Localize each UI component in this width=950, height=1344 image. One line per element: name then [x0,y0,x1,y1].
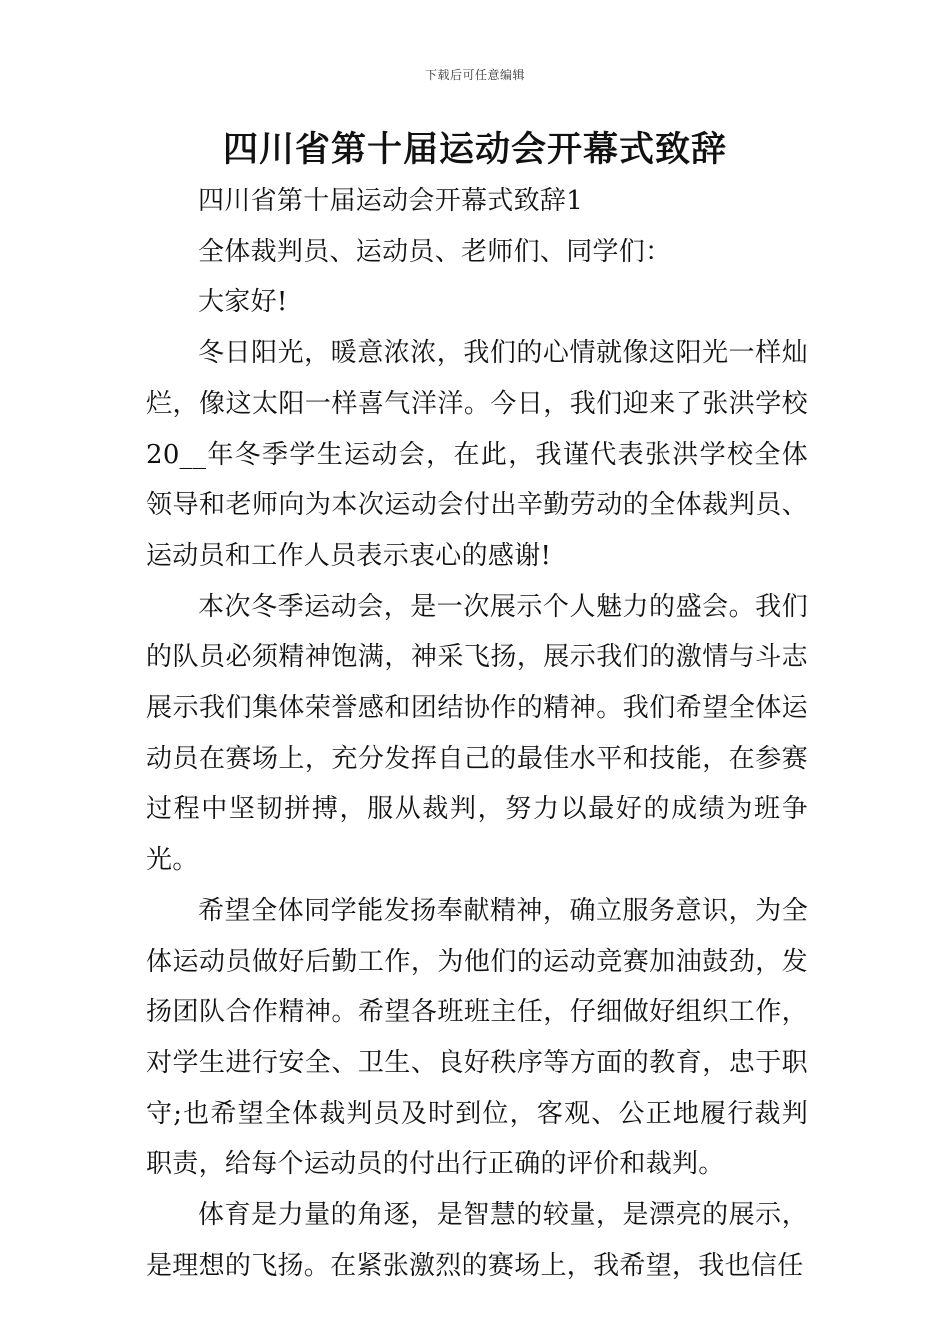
salutation: 全体裁判员、运动员、老师们、同学们： [198,236,672,267]
paragraph: 体育是力量的角逐，是智慧的较量，是漂亮的展示，是理想的飞扬。在紧张激烈的赛场上，我希望，我也信任 [146,1200,808,1281]
paragraph: 希望全体同学能发扬奉献精神，确立服务意识，为全体运动员做好后勤工作，为他们的运动竞赛加油鼓劲，发扬团队合作精神。希望各班班主任，仔细做好组织工作，对学生进行安全、卫生、良好秩序等方面的教育，忠于职守;也希望全体裁判员及时到位，客观、公正地履行裁判职责，给每个运动员的付出行正确的评价和裁判。 [146,895,808,1180]
document-body [146,176,808,1291]
paragraph: 本次冬季运动会，是一次展示个人魅力的盛会。我们的队员必须精神饱满，神采飞扬，展示我们的激情与斗志展示我们集体荣誉感和团结协作的精神。我们希望全体运动员在赛场上，充分发挥自己的最佳水平和技能，在参赛过程中坚韧拼搏，服从裁判，努力以最好的成绩为班争光。 [146,591,808,876]
header-note: 下载后可任意编辑 [424,68,525,82]
paragraph: 冬日阳光，暖意浓浓，我们的心情就像这阳光一样灿烂，像这太阳一样喜气洋洋。今日，我们迎来了张洪学校20__年冬季学生运动会，在此，我谨代表张洪学校全体领导和老师向为本次运动会付出辛勤劳动的全体裁判员、运动员和工作人员表示衷心的感谢! [146,338,808,571]
greeting: 大家好! [198,287,288,318]
document-title: 四川省第十届运动会开幕式致辞 [222,129,727,170]
document-subtitle: 四川省第十届运动会开幕式致辞1 [198,186,584,216]
